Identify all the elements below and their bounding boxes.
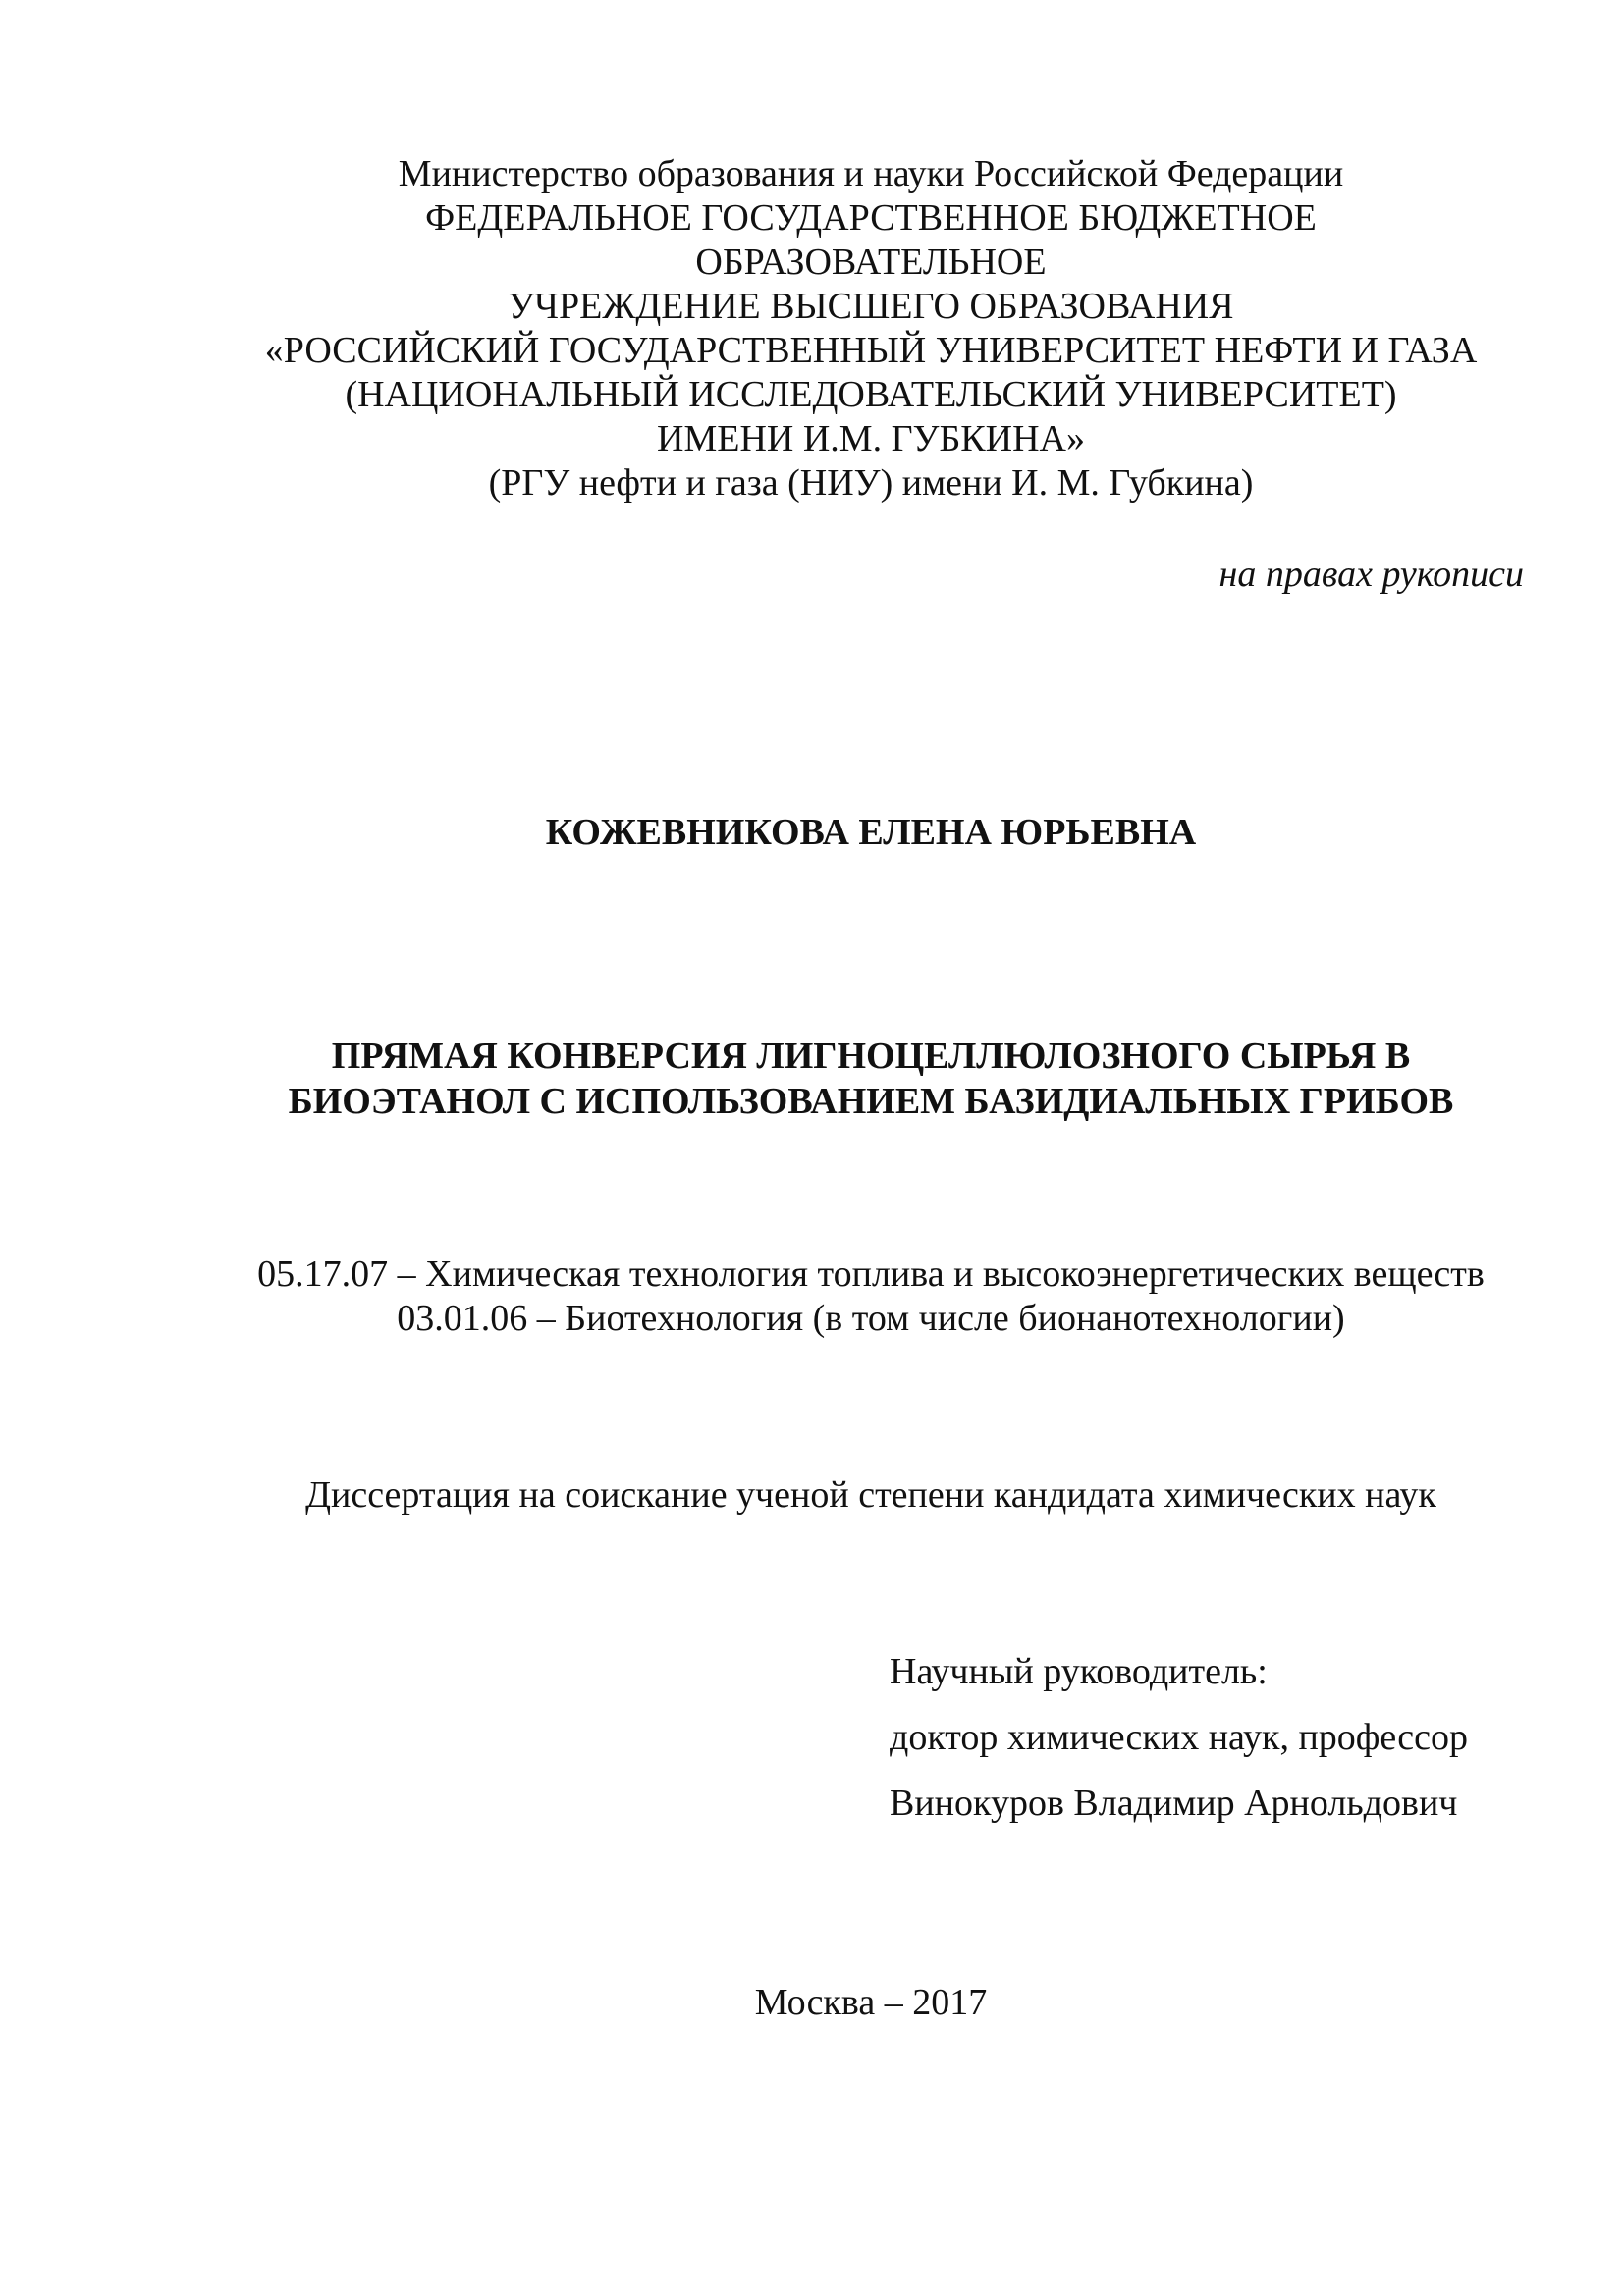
- specialty-codes: [218, 1253, 1524, 1341]
- university-header: [218, 152, 1524, 506]
- header-line: УЧРЕЖДЕНИЕ ВЫСШЕГО ОБРАЗОВАНИЯ: [508, 286, 1234, 327]
- specialty-line: 03.01.06 – Биотехнология (в том числе бионанотехнологии): [397, 1298, 1345, 1339]
- dissertation-title-line: ПРЯМАЯ КОНВЕРСИЯ ЛИГНОЦЕЛЛЮЛОЗНОГО СЫРЬЯ В: [331, 1036, 1411, 1077]
- supervisor-name: Винокуров Владимир Арнольдович: [890, 1783, 1458, 1824]
- ministry-line: Министерство образования и науки Российской Федерации: [398, 153, 1344, 194]
- university-name-line: ИМЕНИ И.М. ГУБКИНА»: [657, 418, 1085, 459]
- city-year: Москва – 2017: [754, 1982, 988, 2023]
- header-line: ОБРАЗОВАТЕЛЬНОЕ: [695, 241, 1047, 283]
- specialty-line: 05.17.07 – Химическая технология топлива и высокоэнергетических веществ: [257, 1254, 1485, 1295]
- supervisor-label: Научный руководитель:: [890, 1651, 1268, 1692]
- university-name-line: «РОССИЙСКИЙ ГОСУДАРСТВЕННЫЙ УНИВЕРСИТЕТ НЕФТИ И ГАЗА: [264, 330, 1478, 371]
- dissertation-title-line: БИОЭТАНОЛ С ИСПОЛЬЗОВАНИЕМ БАЗИДИАЛЬНЫХ ГРИБОВ: [288, 1081, 1454, 1122]
- supervisor-block: [890, 1639, 1468, 1837]
- university-name-line: (НАЦИОНАЛЬНЫЙ ИССЛЕДОВАТЕЛЬСКИЙ УНИВЕРСИТЕТ): [345, 374, 1397, 415]
- header-line: ФЕДЕРАЛЬНОЕ ГОСУДАРСТВЕННОЕ БЮДЖЕТНОЕ: [425, 197, 1317, 239]
- dissertation-title: [218, 1034, 1524, 1124]
- supervisor-degree: доктор химических наук, профессор: [890, 1717, 1468, 1758]
- author-name: КОЖЕВНИКОВА ЕЛЕНА ЮРЬЕВНА: [545, 812, 1197, 853]
- degree-line: Диссертация на соискание ученой степени кандидата химических наук: [305, 1474, 1436, 1516]
- university-short-name-line: (РГУ нефти и газа (НИУ) имени И. М. Губкина): [488, 462, 1254, 504]
- manuscript-rights-note: на правах рукописи: [1218, 554, 1524, 595]
